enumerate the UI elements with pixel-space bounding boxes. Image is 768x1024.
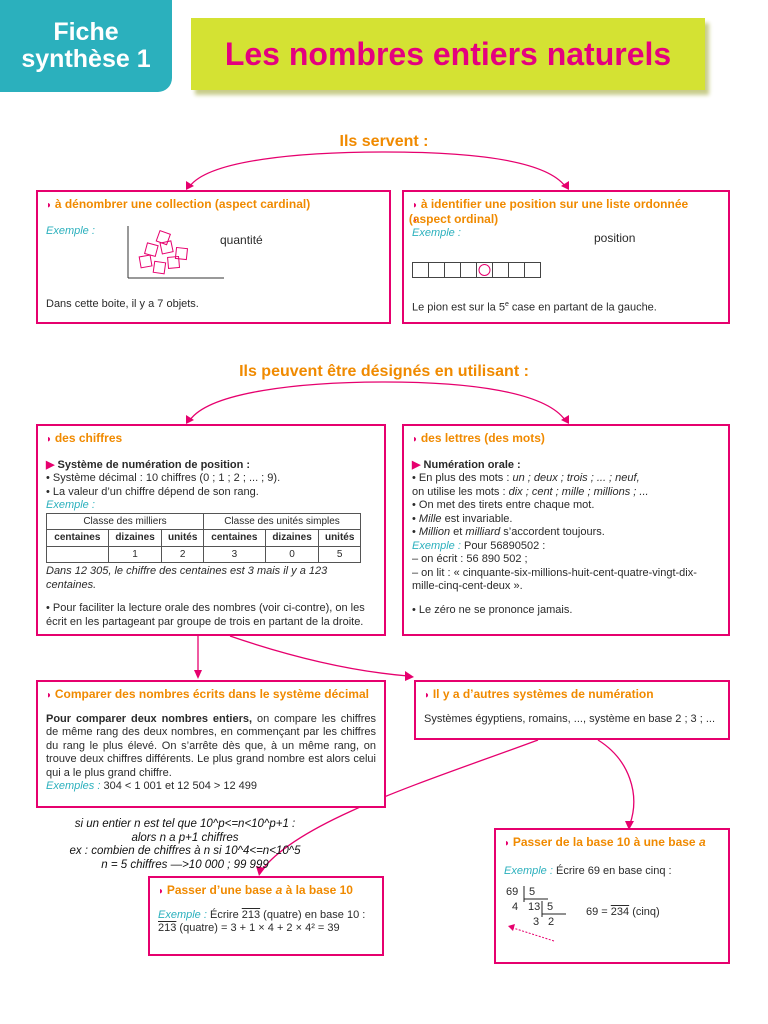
lettres-l6: – on écrit : 56 890 502 ; — [412, 553, 528, 565]
table-col-header: dizaines — [265, 530, 319, 547]
chiffres-title: ◗ des chiffres — [46, 432, 376, 447]
table-col-header: dizaines — [108, 530, 162, 547]
table-col-header: unités — [319, 530, 361, 547]
place-value-table — [46, 513, 361, 564]
chiffres-subtitle: Système de numération de position : — [57, 458, 251, 471]
position-cell — [524, 262, 541, 278]
section2-heading: Ils peuvent être désignés en utilisant : — [239, 363, 529, 380]
autres-box — [414, 680, 730, 740]
table-cell: 1 — [108, 546, 162, 563]
position-cell — [460, 262, 477, 278]
lettres-l1b: un ; deux ; trois ; ... ; neuf, — [512, 472, 640, 484]
chiffres-line2: • La valeur d’un chiffre dépend de son rang. — [46, 485, 259, 498]
note-line: n = 5 chiffres —>10 000 ; 99 999 — [101, 858, 269, 871]
lettres-l5a: Million — [418, 526, 451, 538]
ordinal-text-a: Le pion est sur la 5 — [412, 301, 505, 314]
cardinal-example-label: Exemple : — [46, 224, 95, 237]
position-strip — [412, 262, 540, 278]
note-line: si un entier n est tel que 10^p<=n<10^p+1 : — [74, 818, 296, 830]
table-group-header: Classe des milliers — [47, 513, 204, 530]
cardinal-text: Dans cette boite, il y a 7 objets. — [46, 298, 199, 310]
lettres-l8: • Le zéro ne se prononce jamais. — [412, 603, 573, 616]
table-cell: 3 — [204, 546, 266, 563]
table-cell: 5 — [319, 546, 361, 563]
compare-title: ◗ Comparer des nombres écrits dans le système décimal — [46, 688, 376, 703]
lettres-l2b: dix ; cent ; mille ; millions ; ... — [508, 485, 649, 498]
chiffres-para: • Pour faciliter la lecture orale des nombres (voir ci-contre), on les écrit en les partageant par groupe de trois en partant de la droite. — [46, 602, 365, 628]
triangle-bullet-icon: ▶ — [412, 458, 421, 471]
compare-example-label: Exemples : — [46, 780, 101, 792]
page-title-text: Les nombres entiers naturels — [224, 35, 672, 72]
ordinal-example-label: Exemple : — [412, 227, 461, 239]
division-digit: 3 — [533, 916, 540, 928]
table-cell — [47, 546, 109, 563]
position-cell — [508, 262, 525, 278]
position-cell — [444, 262, 461, 278]
ordinal-title-line1: ◗ à identifier une position sur une liste ordonnée — [412, 198, 720, 213]
position-cell-pawn — [476, 262, 493, 278]
base-to-10-example-label: Exemple : — [158, 908, 207, 921]
lettres-l7: – on lit : « cinquante-six-millions-huit-cent-quatre-vingt-dix-mille-cinq-cent-deux ». — [412, 566, 697, 592]
table-cell: 0 — [265, 546, 319, 563]
chiffres-note: Dans 12 305, le chiffre des centaines est 3 mais il y a 123 centaines. — [46, 565, 328, 591]
base-from-10-title-b: a — [698, 835, 706, 849]
base-to-10-ex-num: 213 — [241, 908, 261, 921]
table-col-header: centaines — [47, 530, 109, 547]
base-to-10-calc-text: (quatre) = 3 + 1 × 4 + 2 × 4² = 39 — [176, 922, 340, 934]
chiffres-line1: • Système décimal : 10 chiffres (0 ; 1 ; 2 ; ... ; 9). — [46, 472, 281, 484]
lettres-l4a: Mille — [418, 512, 442, 525]
section1-heading: Ils servent : — [339, 133, 429, 150]
table-col-header: unités — [162, 530, 204, 547]
result-a: 69 = — [586, 906, 611, 918]
result-b: (cinq) — [629, 906, 660, 918]
division-digit: 69 — [506, 886, 519, 898]
handwritten-notes — [50, 818, 320, 872]
triangle-bullet-icon: ▶ — [46, 458, 55, 471]
ordinal-text-sup: e — [504, 301, 509, 308]
result-num: 234 — [610, 906, 630, 918]
chiffres-example-label: Exemple : — [46, 499, 95, 511]
note-line: ex : combien de chiffres à n si 10^4<=n<10^5 — [69, 845, 301, 857]
base-from-10-ex-text: Écrire 69 en base cinq : — [552, 864, 672, 877]
base-to-10-ex-a: Écrire — [206, 908, 242, 921]
base-to-10-calc-num: 213 — [158, 922, 177, 934]
fiche-tag-line2: synthèse 1 — [21, 45, 151, 73]
division-digit: 5 — [547, 901, 554, 913]
division-result — [586, 906, 660, 920]
lettres-l2a: on utilise les mots : — [412, 485, 509, 498]
base-to-10-title-b: a — [275, 883, 283, 897]
ordinal-title-line2: (aspect ordinal) — [408, 211, 499, 226]
fiche-tag-line1: Fiche — [53, 18, 119, 46]
table-group-header: Classe des unités simples — [204, 513, 361, 530]
division-digit: 4 — [512, 901, 519, 913]
ordinal-box — [402, 190, 730, 324]
ordinal-axis-label: position — [594, 231, 636, 245]
lettres-l1a: • En plus des mots : — [412, 472, 513, 484]
table-col-header: centaines — [204, 530, 266, 547]
cardinal-title: ◗ à dénombrer une collection (aspect cardinal) — [46, 198, 381, 213]
lettres-l4b: est invariable. — [441, 512, 513, 525]
division-digit: 13 — [528, 901, 541, 913]
chiffres-box — [36, 424, 386, 636]
base-to-10-ex-b: (quatre) en base 10 : — [260, 908, 366, 921]
division-digit: 5 — [529, 886, 536, 898]
base-from-10-example-label: Exemple : — [504, 864, 553, 877]
compare-text: on compare les chiffres de même rang des deux nombres, en commençant par les chiffres du rang le plus élevé. On s’arrête dès que, à un même rang, on trouve deux chiffres différents. Le plus grand nombre est alors celui qui a le plus grand chiffre. — [46, 712, 376, 779]
pawn-circle-icon — [477, 263, 492, 277]
base-to-10-box — [148, 876, 384, 956]
cardinal-axis-label: quantité — [220, 233, 263, 247]
lettres-example-text: Pour 56890502 : — [460, 539, 546, 552]
note-line: alors n a p+1 chiffres — [131, 831, 239, 844]
table-cell: 2 — [162, 546, 204, 563]
base-to-10-title — [158, 884, 374, 899]
division-digit: 2 — [548, 916, 555, 928]
lettres-subtitle: Numération orale : — [423, 458, 521, 471]
lettres-l3: • On met des tirets entre chaque mot. — [412, 499, 595, 511]
compare-example-text: 304 < 1 001 et 12 504 > 12 499 — [100, 780, 258, 792]
ordinal-text-b: case en partant de la gauche. — [508, 301, 657, 314]
objects-box-illustration — [126, 226, 226, 282]
autres-title: ◗ Il y a d’autres systèmes de numération — [424, 688, 720, 703]
position-cell — [412, 262, 429, 278]
base-from-10-box — [494, 828, 730, 964]
lettres-l5c: milliard — [465, 526, 501, 538]
lettres-l5d: s’accordent toujours. — [500, 526, 605, 538]
position-cell — [492, 262, 509, 278]
base-from-10-title-a: Passer de la base 10 à une base — [512, 835, 699, 849]
compare-box — [36, 680, 386, 808]
compare-bold: Pour comparer deux nombres entiers, — [46, 712, 253, 725]
autres-text: Systèmes égyptiens, romains, ..., système en base 2 ; 3 ; ... — [424, 712, 716, 725]
cardinal-box — [36, 190, 391, 324]
base-to-10-title-c: à la base 10 — [282, 883, 353, 897]
position-cell — [428, 262, 445, 278]
ordinal-text — [412, 298, 657, 315]
lettres-example-label: Exemple : — [412, 539, 461, 552]
lettres-box: ◗ des lettres (des mots) ▶ Numération orale : • En plus des mots : un ; deux ; trois ; ... ; neuf, on utilise les mots : dix ; cent ; mille ; millions ; ... • On met des tirets entre chaque mot. • Mille est invariable. • Million et milliard s’accordent toujours. Exemple : Pour 56890502 : – on écrit : 56 890 502 ; – on lit : « cinquante-six-millions-huit-cent-quatre-vingt-dix-mille-cinq-cent-deux ». • Le zéro ne se prononce jamais. — [402, 424, 730, 636]
lettres-l5b: et — [450, 526, 466, 538]
base-to-10-title-a: Passer d’une base — [166, 883, 276, 897]
lettres-title: ◗ des lettres (des mots) — [412, 432, 720, 447]
